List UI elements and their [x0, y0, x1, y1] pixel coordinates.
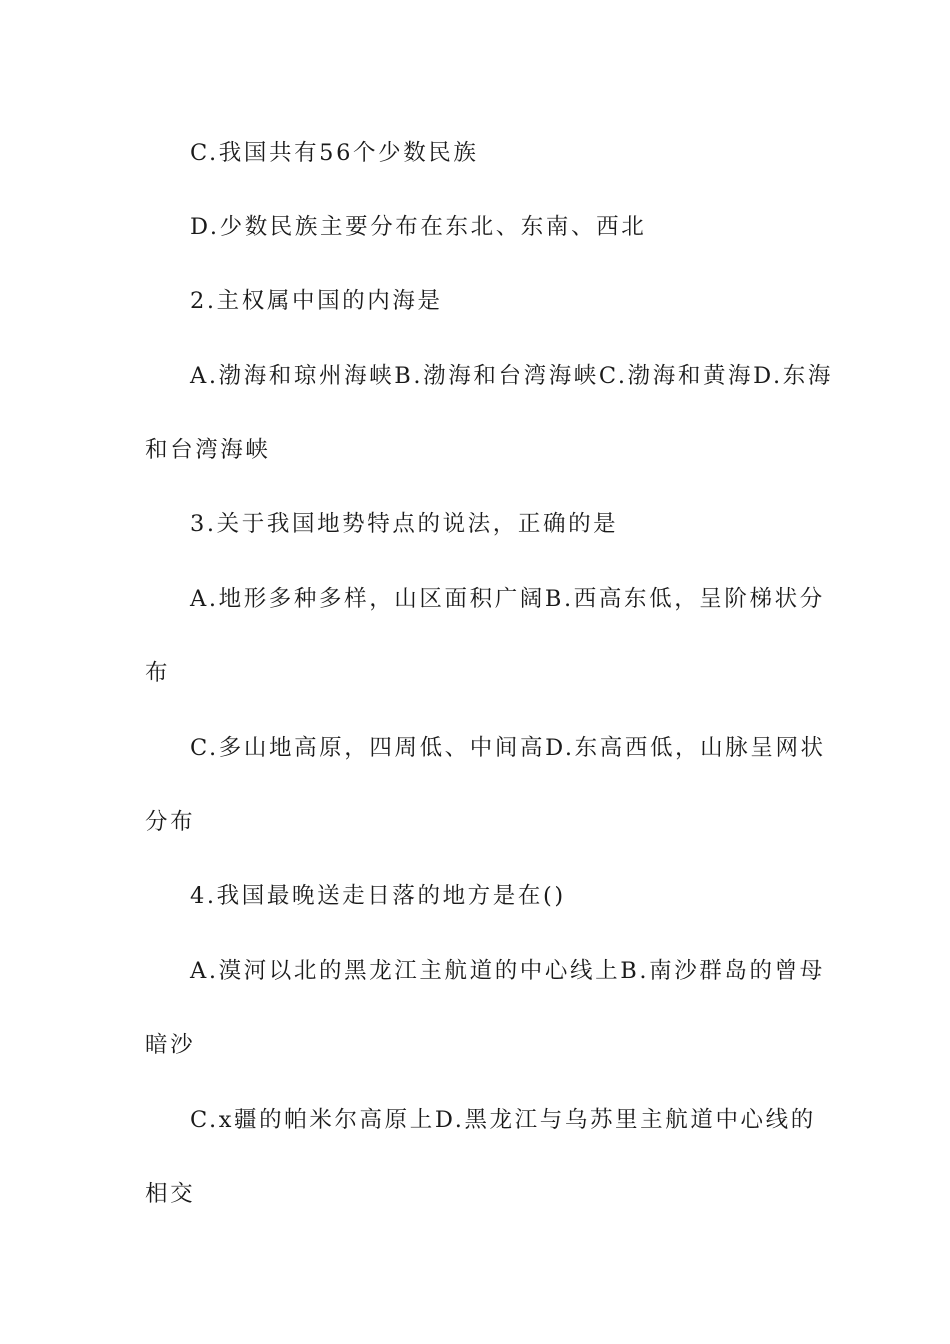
options-q2: A.渤海和琼州海峡B.渤海和台湾海峡C.渤海和黄海D.东海 [190, 363, 833, 389]
option-d-q1: D.少数民族主要分布在东北、东南、西北 [190, 214, 647, 240]
options-cd-q3: C.多山地高原，四周低、中间高D.东高西低，山脉呈网状 [190, 735, 826, 761]
question-4: 4.我国最晚送走日落的地方是在() [190, 883, 566, 909]
options-cd-q3-continued: 分布 [145, 809, 196, 835]
options-cd-q4: C.x疆的帕米尔高原上D.黑龙江与乌苏里主航道中心线的 [190, 1107, 816, 1133]
question-3: 3.关于我国地势特点的说法，正确的是 [190, 511, 619, 537]
question-2: 2.主权属中国的内海是 [190, 288, 443, 314]
options-ab-q4-continued: 暗沙 [145, 1032, 196, 1058]
options-ab-q4: A.漠河以北的黑龙江主航道的中心线上B.南沙群岛的曾母 [190, 958, 825, 984]
option-c-q1: C.我国共有56个少数民族 [190, 140, 479, 166]
options-q2-continued: 和台湾海峡 [145, 437, 271, 463]
options-cd-q4-continued: 相交 [145, 1181, 196, 1207]
options-ab-q3-continued: 布 [145, 660, 171, 686]
options-ab-q3: A.地形多种多样，山区面积广阔B.西高东低，呈阶梯状分 [190, 586, 825, 612]
